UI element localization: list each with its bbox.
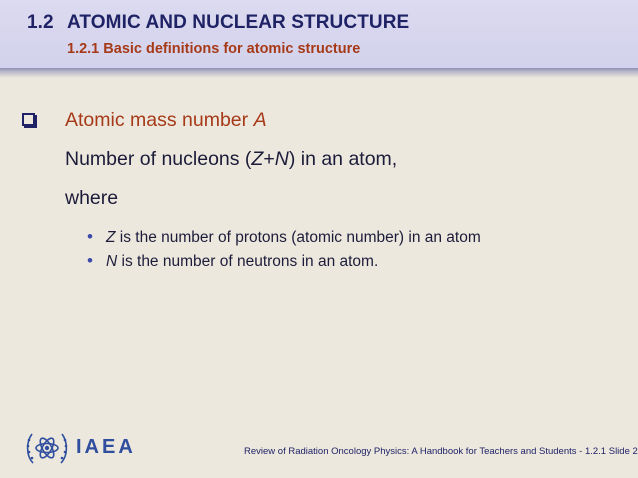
square-bullet-icon [22, 113, 35, 126]
main-bullet-text [65, 109, 267, 132]
header-shadow [0, 68, 638, 78]
definition-post: ) in an atom, [288, 148, 398, 170]
list-item [87, 251, 378, 271]
main-bullet-variable: A [253, 109, 267, 131]
list-item-variable: Z [106, 229, 116, 246]
title-text: ATOMIC AND NUCLEAR STRUCTURE [67, 12, 410, 33]
definition-line [65, 148, 397, 171]
bullet-dot-icon: • [87, 227, 93, 246]
section-number: 1.2 [27, 12, 54, 33]
list-item-variable: N [106, 253, 118, 270]
definition-var-n: N [274, 148, 289, 170]
slide-subtitle: 1.2.1 Basic definitions for atomic structure [67, 41, 361, 57]
list-item [87, 227, 481, 247]
footer-citation: Review of Radiation Oncology Physics: A Handbook for Teachers and Students - 1.2.1 Slide 2 [244, 446, 638, 457]
iaea-logo-text: IAEA [76, 436, 136, 458]
where-line: where [65, 187, 119, 209]
definition-var-z: Z [251, 148, 264, 170]
bullet-dot-icon: • [87, 251, 93, 270]
list-item-text: is the number of protons (atomic number) in an atom [115, 229, 481, 246]
definition-plus: + [263, 148, 275, 170]
iaea-logo-icon [24, 428, 70, 468]
slide-header [0, 0, 638, 68]
main-bullet-label: Atomic mass number [65, 109, 254, 131]
slide-title [27, 12, 409, 34]
list-item-text: is the number of neutrons in an atom. [117, 253, 379, 270]
definition-pre: Number of nucleons ( [65, 148, 252, 170]
